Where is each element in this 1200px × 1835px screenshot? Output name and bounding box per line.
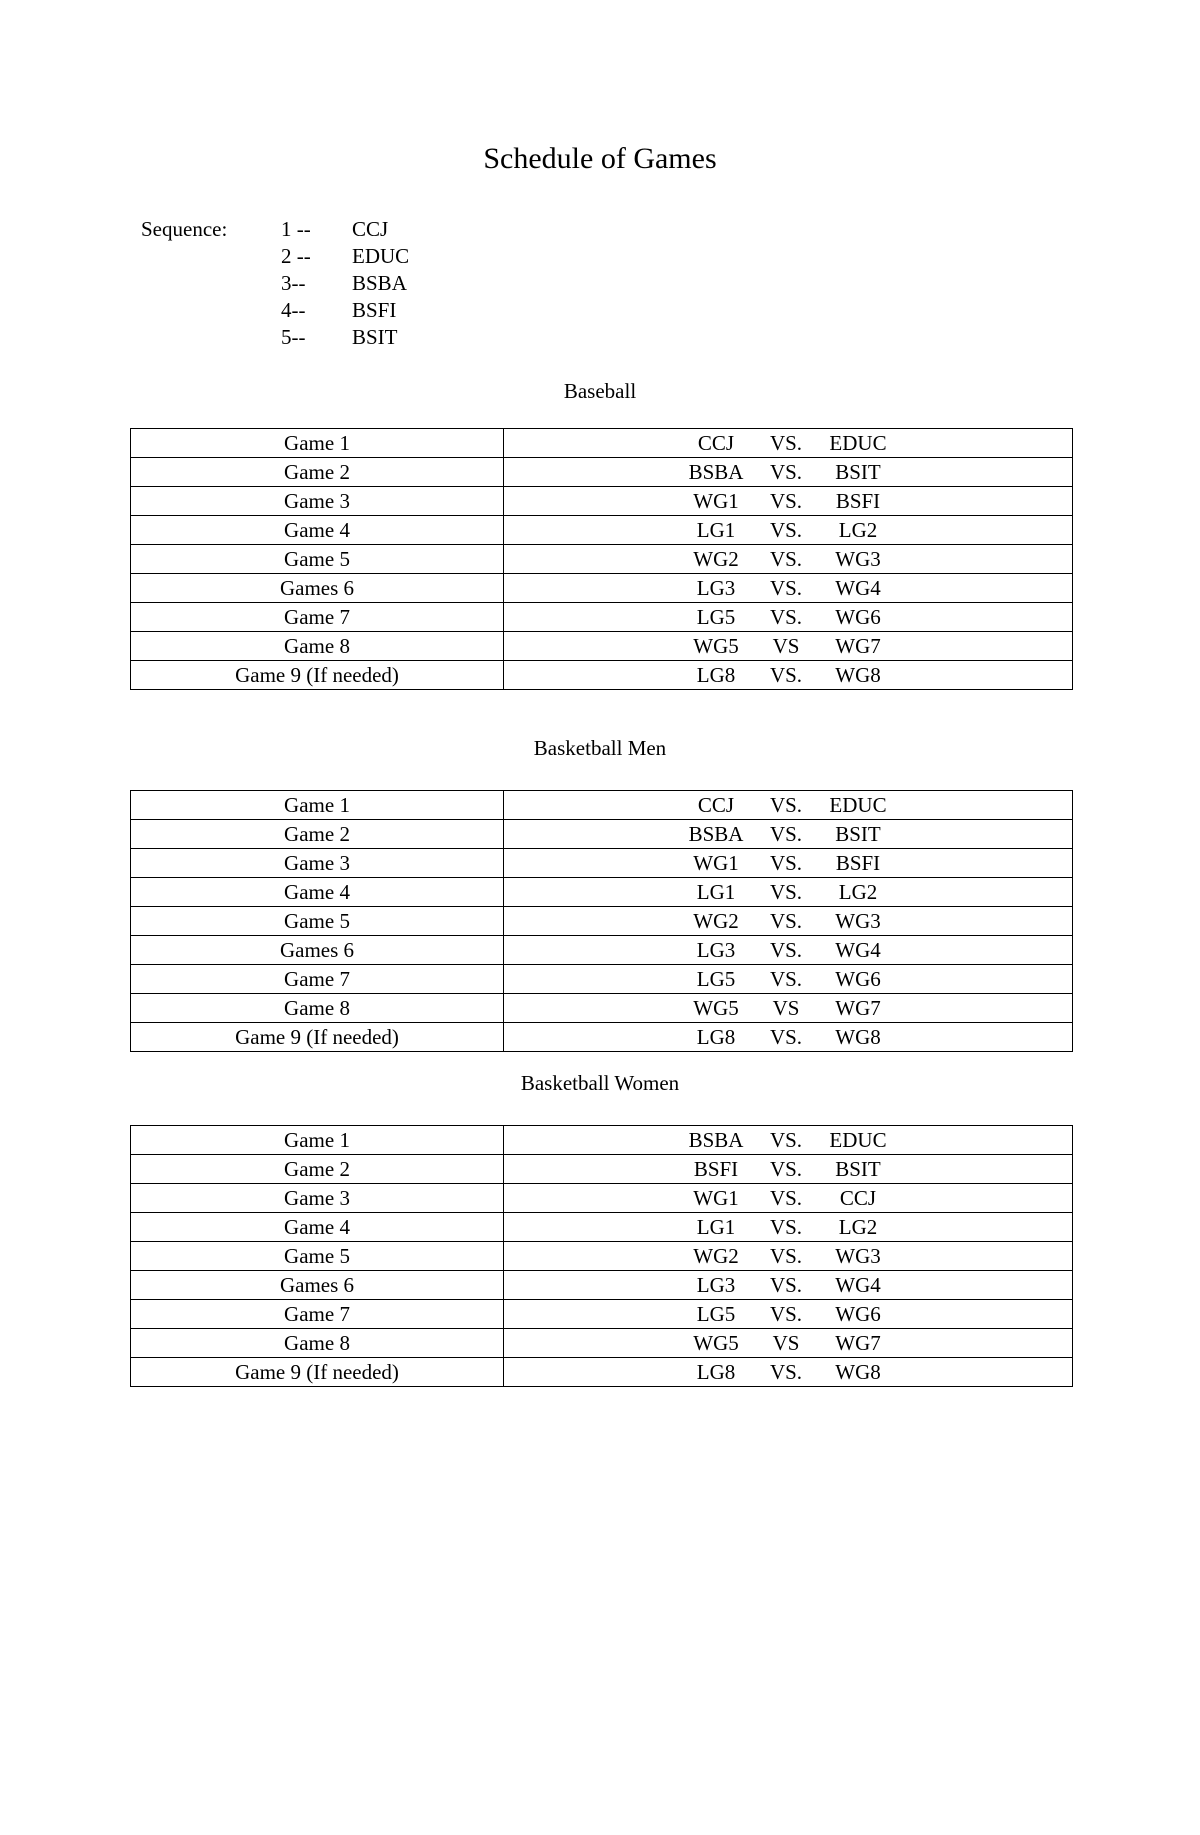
game-cell: Game 3 bbox=[131, 849, 504, 878]
vs-label: VS. bbox=[769, 576, 803, 600]
game-cell: Game 8 bbox=[131, 1329, 504, 1358]
table-row bbox=[131, 429, 1073, 458]
matchup-cell bbox=[504, 1023, 1073, 1052]
vs-label: VS. bbox=[769, 938, 803, 962]
team2: WG8 bbox=[835, 1025, 881, 1049]
table-row bbox=[131, 1126, 1073, 1155]
sequence-item bbox=[281, 297, 396, 324]
table-row bbox=[131, 791, 1073, 820]
vs-label: VS. bbox=[769, 793, 803, 817]
sequence-team: EDUC bbox=[352, 244, 410, 268]
team2: BSIT bbox=[835, 822, 881, 846]
sequence-number: 3-- bbox=[281, 271, 306, 295]
vs-label: VS. bbox=[769, 1244, 803, 1268]
team2: LG2 bbox=[838, 518, 878, 542]
team2: BSIT bbox=[835, 460, 881, 484]
sequence-item bbox=[281, 270, 407, 297]
game-cell: Game 5 bbox=[131, 545, 504, 574]
table-row bbox=[131, 820, 1073, 849]
vs-label: VS. bbox=[769, 547, 803, 571]
vs-label: VS bbox=[772, 634, 800, 658]
game-cell: Game 2 bbox=[131, 820, 504, 849]
game-cell: Game 7 bbox=[131, 965, 504, 994]
team1: WG1 bbox=[693, 851, 739, 875]
team1: LG3 bbox=[696, 1273, 736, 1297]
table-row bbox=[131, 994, 1073, 1023]
team1: LG3 bbox=[696, 938, 736, 962]
team1: CCJ bbox=[697, 431, 735, 455]
team1: LG1 bbox=[696, 518, 736, 542]
matchup-cell bbox=[504, 1358, 1073, 1387]
vs-label: VS. bbox=[769, 1215, 803, 1239]
matchup-cell bbox=[504, 994, 1073, 1023]
team2: WG3 bbox=[835, 1244, 881, 1268]
team2: WG7 bbox=[835, 996, 881, 1020]
team2: WG6 bbox=[835, 967, 881, 991]
matchup-cell bbox=[504, 1213, 1073, 1242]
game-cell: Game 9 (If needed) bbox=[131, 661, 504, 690]
matchup-cell bbox=[504, 1242, 1073, 1271]
vs-label: VS. bbox=[769, 1128, 803, 1152]
schedule-table-baseball bbox=[130, 428, 1073, 690]
vs-label: VS. bbox=[769, 851, 803, 875]
matchup-cell bbox=[504, 965, 1073, 994]
matchup-cell bbox=[504, 791, 1073, 820]
matchup-cell bbox=[504, 820, 1073, 849]
team1: WG2 bbox=[693, 1244, 739, 1268]
vs-label: VS. bbox=[769, 1025, 803, 1049]
matchup-cell bbox=[504, 1329, 1073, 1358]
vs-label: VS. bbox=[769, 822, 803, 846]
team1: LG8 bbox=[696, 663, 736, 687]
matchup-cell bbox=[504, 1155, 1073, 1184]
game-cell: Games 6 bbox=[131, 936, 504, 965]
matchup-cell bbox=[504, 849, 1073, 878]
matchup-cell bbox=[504, 545, 1073, 574]
team2: EDUC bbox=[829, 431, 887, 455]
table-row bbox=[131, 632, 1073, 661]
table-row bbox=[131, 1023, 1073, 1052]
vs-label: VS. bbox=[769, 663, 803, 687]
table-row bbox=[131, 1184, 1073, 1213]
vs-label: VS. bbox=[769, 1360, 803, 1384]
team1: LG1 bbox=[696, 1215, 736, 1239]
game-cell: Game 1 bbox=[131, 429, 504, 458]
table-row bbox=[131, 661, 1073, 690]
team2: WG8 bbox=[835, 1360, 881, 1384]
sequence-label: Sequence: bbox=[141, 217, 228, 241]
team2: LG2 bbox=[838, 1215, 878, 1239]
table-row bbox=[131, 936, 1073, 965]
team2: WG4 bbox=[835, 1273, 881, 1297]
table-row bbox=[131, 878, 1073, 907]
matchup-cell bbox=[504, 603, 1073, 632]
game-cell: Game 3 bbox=[131, 1184, 504, 1213]
team2: LG2 bbox=[838, 880, 878, 904]
game-cell: Games 6 bbox=[131, 1271, 504, 1300]
game-cell: Game 9 (If needed) bbox=[131, 1023, 504, 1052]
game-cell: Games 6 bbox=[131, 574, 504, 603]
team1: LG8 bbox=[696, 1360, 736, 1384]
table-row bbox=[131, 1155, 1073, 1184]
team2: BSIT bbox=[835, 1157, 881, 1181]
vs-label: VS. bbox=[769, 1273, 803, 1297]
vs-label: VS. bbox=[769, 909, 803, 933]
team1: BSFI bbox=[693, 1157, 739, 1181]
game-cell: Game 1 bbox=[131, 1126, 504, 1155]
table-row bbox=[131, 574, 1073, 603]
sequence-item bbox=[281, 216, 388, 243]
table-row bbox=[131, 1329, 1073, 1358]
team1: BSBA bbox=[688, 1128, 744, 1152]
table-row bbox=[131, 907, 1073, 936]
team2: WG7 bbox=[835, 1331, 881, 1355]
vs-label: VS. bbox=[769, 489, 803, 513]
team1: LG8 bbox=[696, 1025, 736, 1049]
team2: WG4 bbox=[835, 938, 881, 962]
game-cell: Game 2 bbox=[131, 1155, 504, 1184]
sequence-team: CCJ bbox=[352, 217, 389, 241]
matchup-cell bbox=[504, 1300, 1073, 1329]
team2: EDUC bbox=[829, 1128, 887, 1152]
sequence-team: BSBA bbox=[352, 271, 407, 295]
team1: WG5 bbox=[693, 1331, 739, 1355]
game-cell: Game 4 bbox=[131, 516, 504, 545]
table-row bbox=[131, 1300, 1073, 1329]
matchup-cell bbox=[504, 429, 1073, 458]
team1: LG5 bbox=[696, 1302, 736, 1326]
matchup-cell bbox=[504, 1126, 1073, 1155]
vs-label: VS. bbox=[769, 518, 803, 542]
game-cell: Game 9 (If needed) bbox=[131, 1358, 504, 1387]
sequence-number: 5-- bbox=[281, 325, 306, 349]
game-cell: Game 3 bbox=[131, 487, 504, 516]
matchup-cell bbox=[504, 1184, 1073, 1213]
game-cell: Game 5 bbox=[131, 1242, 504, 1271]
team1: WG5 bbox=[693, 634, 739, 658]
matchup-cell bbox=[504, 516, 1073, 545]
team1: WG1 bbox=[693, 1186, 739, 1210]
sequence-number: 1 -- bbox=[281, 217, 311, 241]
matchup-cell bbox=[504, 661, 1073, 690]
game-cell: Game 1 bbox=[131, 791, 504, 820]
section-title-baseball: Baseball bbox=[563, 379, 637, 403]
team1: BSBA bbox=[688, 822, 744, 846]
team2: WG3 bbox=[835, 547, 881, 571]
team2: BSFI bbox=[835, 489, 881, 513]
team1: WG1 bbox=[693, 489, 739, 513]
table-row bbox=[131, 1213, 1073, 1242]
table-row bbox=[131, 1358, 1073, 1387]
team1: WG2 bbox=[693, 909, 739, 933]
team1: LG5 bbox=[696, 605, 736, 629]
vs-label: VS. bbox=[769, 1302, 803, 1326]
team1: LG5 bbox=[696, 967, 736, 991]
matchup-cell bbox=[504, 907, 1073, 936]
team2: WG4 bbox=[835, 576, 881, 600]
matchup-cell bbox=[504, 458, 1073, 487]
team2: WG3 bbox=[835, 909, 881, 933]
team2: EDUC bbox=[829, 793, 887, 817]
team1: LG1 bbox=[696, 880, 736, 904]
table-row bbox=[131, 849, 1073, 878]
vs-label: VS. bbox=[769, 1157, 803, 1181]
table-row bbox=[131, 545, 1073, 574]
page-title: Schedule of Games bbox=[483, 142, 717, 175]
team2: WG8 bbox=[835, 663, 881, 687]
game-cell: Game 4 bbox=[131, 878, 504, 907]
vs-label: VS. bbox=[769, 880, 803, 904]
vs-label: VS. bbox=[769, 967, 803, 991]
team1: WG5 bbox=[693, 996, 739, 1020]
team2: WG6 bbox=[835, 1302, 881, 1326]
table-row bbox=[131, 487, 1073, 516]
vs-label: VS. bbox=[769, 460, 803, 484]
table-row bbox=[131, 603, 1073, 632]
table-row bbox=[131, 1271, 1073, 1300]
game-cell: Game 5 bbox=[131, 907, 504, 936]
sequence-number: 4-- bbox=[281, 298, 306, 322]
table-row bbox=[131, 965, 1073, 994]
matchup-cell bbox=[504, 936, 1073, 965]
team2: WG6 bbox=[835, 605, 881, 629]
game-cell: Game 2 bbox=[131, 458, 504, 487]
game-cell: Game 8 bbox=[131, 632, 504, 661]
vs-label: VS. bbox=[769, 1186, 803, 1210]
team2: WG7 bbox=[835, 634, 881, 658]
vs-label: VS. bbox=[769, 605, 803, 629]
team1: LG3 bbox=[696, 576, 736, 600]
team1: CCJ bbox=[697, 793, 735, 817]
team2: CCJ bbox=[839, 1186, 877, 1210]
matchup-cell bbox=[504, 878, 1073, 907]
vs-label: VS. bbox=[769, 431, 803, 455]
team2: BSFI bbox=[835, 851, 881, 875]
game-cell: Game 8 bbox=[131, 994, 504, 1023]
matchup-cell bbox=[504, 574, 1073, 603]
team1: WG2 bbox=[693, 547, 739, 571]
sequence-team: BSFI bbox=[352, 298, 397, 322]
section-title-basketball-women: Basketball Women bbox=[520, 1071, 680, 1095]
table-row bbox=[131, 516, 1073, 545]
schedule-table-basketball-women bbox=[130, 1125, 1073, 1387]
sequence-item bbox=[281, 324, 398, 351]
vs-label: VS bbox=[772, 996, 800, 1020]
section-title-basketball-men: Basketball Men bbox=[533, 736, 667, 760]
sequence-item bbox=[281, 243, 409, 270]
table-row bbox=[131, 458, 1073, 487]
game-cell: Game 4 bbox=[131, 1213, 504, 1242]
vs-label: VS bbox=[772, 1331, 800, 1355]
matchup-cell bbox=[504, 632, 1073, 661]
matchup-cell bbox=[504, 487, 1073, 516]
sequence-team: BSIT bbox=[352, 325, 398, 349]
game-cell: Game 7 bbox=[131, 1300, 504, 1329]
game-cell: Game 7 bbox=[131, 603, 504, 632]
sequence-number: 2 -- bbox=[281, 244, 311, 268]
table-row bbox=[131, 1242, 1073, 1271]
team1: BSBA bbox=[688, 460, 744, 484]
schedule-table-basketball-men bbox=[130, 790, 1073, 1052]
matchup-cell bbox=[504, 1271, 1073, 1300]
